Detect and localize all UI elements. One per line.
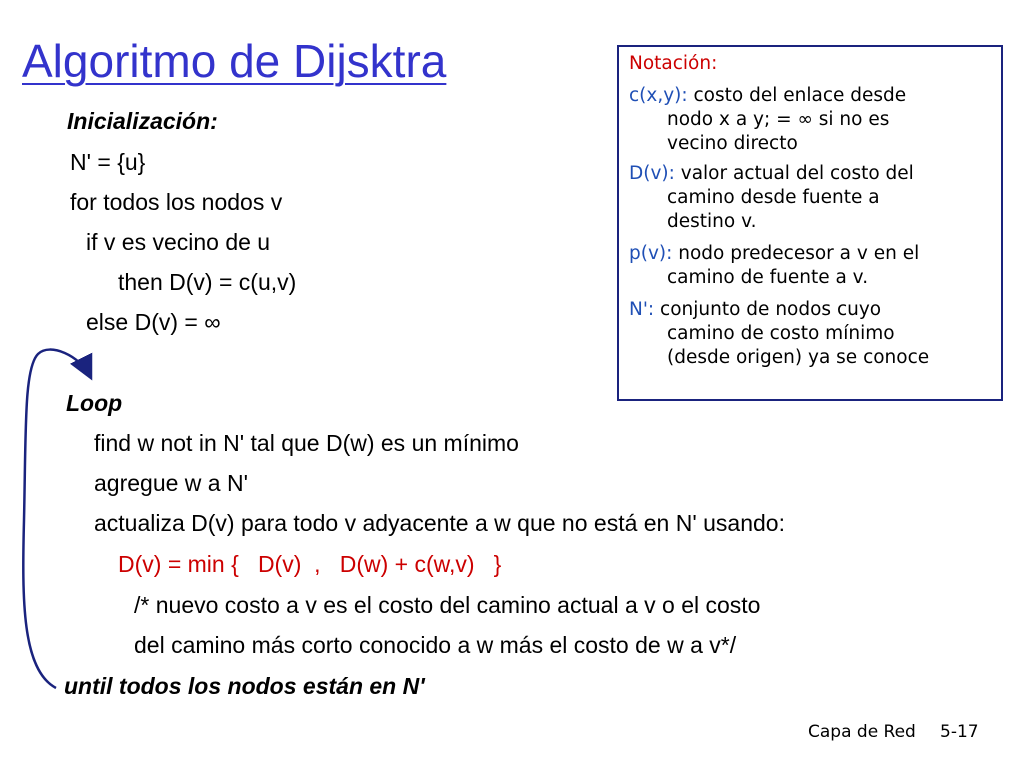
init-line-4: then D(v) = c(u,v) bbox=[118, 269, 297, 295]
until-line: until todos los nodos están en N' bbox=[64, 673, 425, 699]
notation-text: camino de costo mínimo bbox=[667, 323, 895, 344]
notation-text: nodo predecesor a v en el bbox=[672, 243, 920, 264]
notation-box bbox=[617, 45, 1003, 401]
notation-term: N': bbox=[629, 299, 655, 320]
notation-text: valor actual del costo del bbox=[674, 163, 914, 184]
comment-line-2: del camino más corto conocido a w más el costo de w a v*/ bbox=[134, 632, 737, 658]
notation-item-p bbox=[629, 243, 919, 264]
notation-heading: Notación: bbox=[629, 53, 718, 74]
notation-text: nodo x a y; = ∞ si no es bbox=[667, 109, 890, 130]
notation-text: costo del enlace desde bbox=[687, 85, 907, 106]
footer-page-number: 5-17 bbox=[940, 722, 979, 742]
notation-text: camino de fuente a v. bbox=[667, 267, 869, 288]
notation-text: destino v. bbox=[667, 211, 757, 232]
comment-line-1: /* nuevo costo a v es el costo del camino actual a v o el costo bbox=[134, 592, 761, 618]
slide-title: Algoritmo de Dijsktra bbox=[22, 35, 447, 87]
notation-text: (desde origen) ya se conoce bbox=[667, 347, 930, 368]
loop-line-3: actualiza D(v) para todo v adyacente a w que no está en N' usando: bbox=[94, 510, 785, 536]
loop-line-1: find w not in N' tal que D(w) es un mínimo bbox=[94, 430, 519, 456]
notation-text: camino desde fuente a bbox=[667, 187, 880, 208]
loop-heading: Loop bbox=[66, 390, 123, 416]
init-line-3: if v es vecino de u bbox=[86, 229, 271, 255]
init-line-2: for todos los nodos v bbox=[70, 189, 283, 215]
notation-text: conjunto de nodos cuyo bbox=[654, 299, 882, 320]
update-formula: D(v) = min { D(v) , D(w) + c(w,v) } bbox=[118, 551, 502, 577]
notation-text: vecino directo bbox=[667, 133, 798, 154]
notation-item-n bbox=[629, 299, 881, 320]
notation-term: c(x,y): bbox=[629, 85, 688, 106]
footer-chapter: Capa de Red bbox=[808, 722, 916, 742]
notation-item-c bbox=[629, 85, 906, 106]
notation-term: D(v): bbox=[629, 163, 675, 184]
notation-term: p(v): bbox=[629, 243, 673, 264]
init-heading: Inicialización: bbox=[67, 108, 218, 134]
loop-line-2: agregue w a N' bbox=[94, 470, 248, 496]
init-line-5: else D(v) = ∞ bbox=[86, 309, 221, 335]
notation-item-d bbox=[629, 163, 914, 184]
init-line-1: N' = {u} bbox=[70, 149, 146, 175]
